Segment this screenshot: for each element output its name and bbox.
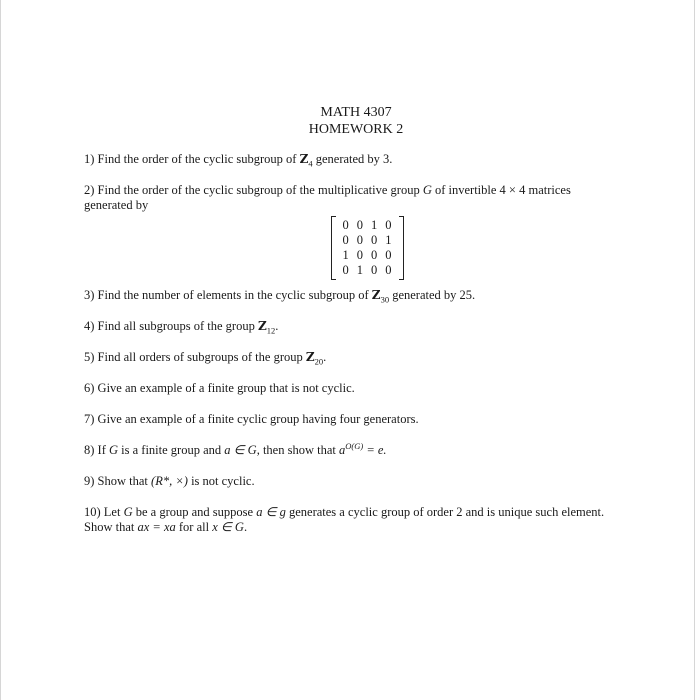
- group-symbol: Z: [371, 288, 381, 302]
- problem-text: Find all subgroups of the group: [97, 319, 255, 333]
- matrix-row: [339, 263, 396, 278]
- matrix-row: [339, 233, 396, 248]
- math-expression: a ∈ g: [256, 505, 286, 519]
- problem-text: , then show that: [256, 443, 336, 457]
- problem-number: 8): [84, 443, 95, 457]
- problem-text: .: [275, 319, 279, 333]
- group-subscript: 30: [380, 294, 390, 305]
- problem-number: 9): [84, 474, 95, 488]
- problem-text: be a group and suppose: [135, 505, 254, 519]
- matrix-cell: 0: [356, 233, 363, 247]
- problem-text: Find the order of the cyclic subgroup of: [97, 152, 297, 166]
- problem-1: [84, 152, 614, 167]
- course-title: MATH 4307: [320, 105, 392, 120]
- problem-text: .: [323, 350, 327, 364]
- problem-number: 5): [84, 350, 95, 364]
- problem-7: [84, 412, 614, 427]
- problem-text: Find the number of elements in the cyclic subgroup of: [97, 288, 369, 302]
- problem-text: If: [97, 443, 106, 457]
- group-symbol: Z: [305, 350, 315, 364]
- power-exponent: O(G): [345, 440, 364, 451]
- power-base: a: [338, 443, 346, 457]
- problem-8: [84, 440, 614, 458]
- problem-text: generated by 25.: [392, 288, 476, 302]
- problem-number: 4): [84, 319, 95, 333]
- problem-text: for all: [178, 520, 210, 534]
- problem-number: 3): [84, 288, 95, 302]
- matrix-cell: 0: [385, 248, 392, 262]
- matrix-cell: 0: [356, 218, 363, 232]
- problem-text: Find all orders of subgroups of the group: [97, 350, 303, 364]
- problem-number: 2): [84, 183, 95, 197]
- group-subscript: 4: [308, 158, 313, 169]
- problem-5: [84, 350, 614, 365]
- matrix-row: [339, 218, 396, 233]
- matrix-table: [339, 218, 396, 278]
- matrix-cell: 0: [385, 218, 392, 232]
- problem-4: [84, 319, 614, 334]
- problem-text: Give an example of a finite cyclic group having four generators.: [97, 412, 419, 426]
- group-subscript: 20: [314, 356, 324, 367]
- group-symbol: Z: [257, 319, 267, 333]
- problem-text: is a finite group and: [121, 443, 222, 457]
- matrix-cell: 0: [371, 248, 378, 262]
- matrix-cell: 0: [342, 263, 349, 277]
- matrix-cell: 1: [342, 248, 349, 262]
- math-expression: = e.: [366, 443, 387, 457]
- group-subscript: 12: [266, 325, 276, 336]
- problem-text: Show that: [97, 474, 148, 488]
- problem-number: 1): [84, 152, 95, 166]
- matrix-container: [120, 216, 614, 280]
- math-expression: (R*, ×): [151, 474, 188, 488]
- group-symbol: Z: [299, 152, 309, 166]
- document-title: [98, 104, 614, 138]
- problem-text: Let: [103, 505, 121, 519]
- variable-G: G: [422, 183, 432, 197]
- matrix-cell: 1: [371, 218, 378, 232]
- homework-document: [84, 104, 614, 551]
- matrix-cell: 1: [356, 263, 363, 277]
- problem-9: [84, 474, 614, 489]
- matrix-cell: 0: [342, 233, 349, 247]
- matrix-row: [339, 248, 396, 263]
- problem-text: generates a cyclic group of order 2 and is unique such element. Show that: [84, 505, 605, 534]
- problem-text: generated by 3.: [315, 152, 393, 166]
- matrix-cell: 0: [342, 218, 349, 232]
- math-expression: x ∈ G: [212, 520, 244, 534]
- problem-2: [84, 183, 614, 280]
- problem-number: 7): [84, 412, 95, 426]
- matrix-cell: 0: [356, 248, 363, 262]
- page-left-edge: [0, 0, 1, 700]
- variable-G: G: [123, 505, 133, 519]
- matrix: [331, 216, 404, 280]
- problem-text: Find the order of the cyclic subgroup of the multiplicative group: [97, 183, 420, 197]
- problem-text: of invertible 4 × 4 matrices generated by: [84, 183, 571, 212]
- problem-text: Give an example of a finite group that is not cyclic.: [97, 381, 355, 395]
- matrix-cell: 1: [385, 233, 392, 247]
- assignment-title: HOMEWORK 2: [308, 122, 404, 137]
- problem-10: [84, 505, 614, 535]
- matrix-cell: 0: [371, 263, 378, 277]
- math-expression: ax = xa: [137, 520, 176, 534]
- problem-3: [84, 288, 614, 303]
- variable-G: G: [109, 443, 119, 457]
- problem-text: .: [243, 520, 248, 534]
- problem-number: 10): [84, 505, 101, 519]
- problem-6: [84, 381, 614, 396]
- problem-text: is not cyclic.: [191, 474, 255, 488]
- math-expression: a ∈ G: [224, 443, 257, 457]
- matrix-cell: 0: [371, 233, 378, 247]
- matrix-cell: 0: [385, 263, 392, 277]
- problem-number: 6): [84, 381, 95, 395]
